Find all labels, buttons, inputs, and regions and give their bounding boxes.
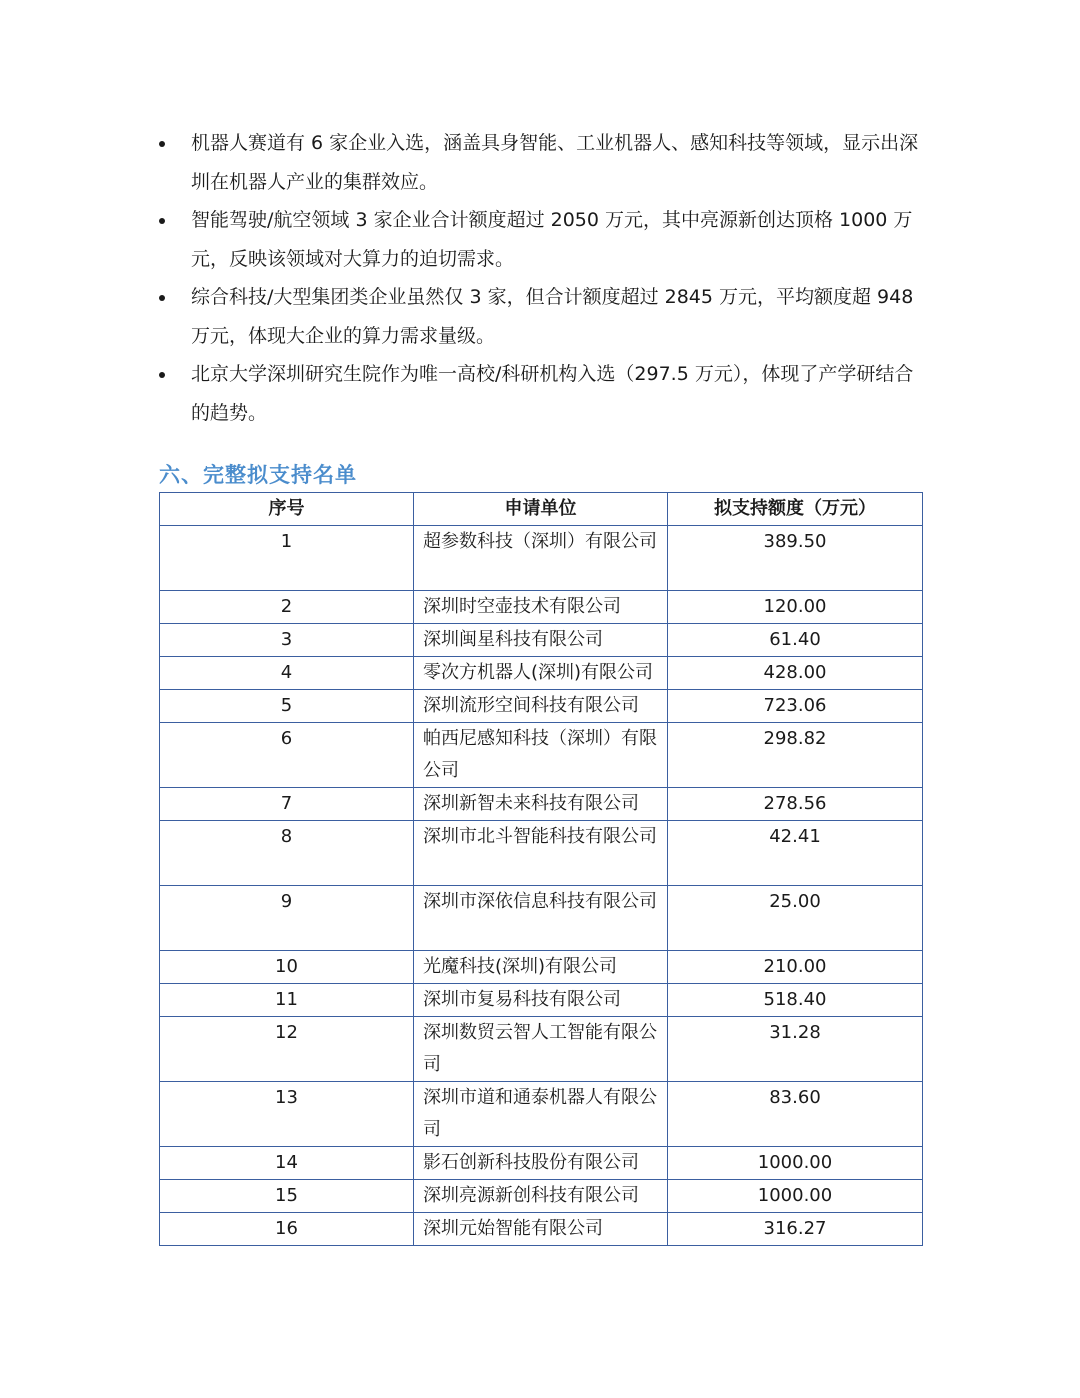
- row-unit: 帕西尼感知科技（深圳）有限公司: [414, 723, 668, 788]
- row-unit: 深圳数贸云智人工智能有限公司: [414, 1017, 668, 1082]
- row-unit: 零次方机器人(深圳)有限公司: [414, 657, 668, 690]
- row-amount: 25.00: [668, 886, 923, 951]
- row-amount: 723.06: [668, 690, 923, 723]
- row-index: 1: [160, 526, 414, 591]
- row-index: 11: [160, 984, 414, 1017]
- table-header-row: [160, 493, 923, 526]
- row-amount: 518.40: [668, 984, 923, 1017]
- header-index: 序号: [160, 493, 414, 526]
- bullet-dot-icon: [159, 218, 165, 224]
- table-row: [160, 591, 923, 624]
- row-amount: 120.00: [668, 591, 923, 624]
- row-unit: 深圳元始智能有限公司: [414, 1213, 668, 1246]
- bullet-dot-icon: [159, 141, 165, 147]
- row-amount: 31.28: [668, 1017, 923, 1082]
- row-amount: 298.82: [668, 723, 923, 788]
- row-unit: 深圳闽星科技有限公司: [414, 624, 668, 657]
- row-unit: 深圳亮源新创科技有限公司: [414, 1180, 668, 1213]
- row-amount: 83.60: [668, 1082, 923, 1147]
- row-amount: 1000.00: [668, 1147, 923, 1180]
- bullet-text: 机器人赛道有 6 家企业入选，涵盖具身智能、工业机器人、感知科技等领域，显示出深圳在机器人产业的集群效应。: [191, 132, 919, 193]
- row-unit: 光魔科技(深圳)有限公司: [414, 951, 668, 984]
- bullet-dot-icon: [159, 372, 165, 378]
- bullet-dot-icon: [159, 295, 165, 301]
- row-index: 8: [160, 821, 414, 886]
- row-unit: 深圳新智未来科技有限公司: [414, 788, 668, 821]
- bullet-list: [159, 124, 921, 432]
- table-row: [160, 1180, 923, 1213]
- header-amount: 拟支持额度（万元）: [668, 493, 923, 526]
- row-amount: 61.40: [668, 624, 923, 657]
- row-index: 15: [160, 1180, 414, 1213]
- bullet-item: [159, 124, 921, 201]
- bullet-text: 综合科技/大型集团类企业虽然仅 3 家，但合计额度超过 2845 万元，平均额度超 948 万元，体现大企业的算力需求量级。: [191, 286, 914, 347]
- row-unit: 深圳时空壶技术有限公司: [414, 591, 668, 624]
- row-unit: 深圳市北斗智能科技有限公司: [414, 821, 668, 886]
- table-row: [160, 984, 923, 1017]
- row-index: 5: [160, 690, 414, 723]
- bullet-text: 北京大学深圳研究生院作为唯一高校/科研机构入选（297.5 万元），体现了产学研结合的趋势。: [191, 363, 914, 424]
- table-row: [160, 821, 923, 886]
- table-row: [160, 951, 923, 984]
- row-index: 12: [160, 1017, 414, 1082]
- row-amount: 42.41: [668, 821, 923, 886]
- table-row: [160, 624, 923, 657]
- bullet-item: [159, 201, 921, 278]
- table-row: [160, 1082, 923, 1147]
- table-row: [160, 1017, 923, 1082]
- table-row: [160, 886, 923, 951]
- row-index: 4: [160, 657, 414, 690]
- row-index: 3: [160, 624, 414, 657]
- row-index: 13: [160, 1082, 414, 1147]
- bullet-item: [159, 355, 921, 432]
- table-row: [160, 788, 923, 821]
- header-unit: 申请单位: [414, 493, 668, 526]
- row-unit: 深圳流形空间科技有限公司: [414, 690, 668, 723]
- table-row: [160, 690, 923, 723]
- row-amount: 428.00: [668, 657, 923, 690]
- row-amount: 316.27: [668, 1213, 923, 1246]
- table-row: [160, 723, 923, 788]
- table-row: [160, 1147, 923, 1180]
- row-index: 16: [160, 1213, 414, 1246]
- document-body: [159, 124, 921, 1246]
- row-index: 2: [160, 591, 414, 624]
- row-amount: 389.50: [668, 526, 923, 591]
- row-unit: 深圳市复易科技有限公司: [414, 984, 668, 1017]
- row-index: 6: [160, 723, 414, 788]
- row-amount: 1000.00: [668, 1180, 923, 1213]
- bullet-text: 智能驾驶/航空领域 3 家企业合计额度超过 2050 万元，其中亮源新创达顶格 1000 万元，反映该领域对大算力的迫切需求。: [191, 209, 913, 270]
- table-row: [160, 526, 923, 591]
- row-unit: 深圳市道和通泰机器人有限公司: [414, 1082, 668, 1147]
- bullet-item: [159, 278, 921, 355]
- row-unit: 影石创新科技股份有限公司: [414, 1147, 668, 1180]
- row-amount: 278.56: [668, 788, 923, 821]
- table-row: [160, 657, 923, 690]
- row-unit: 超参数科技（深圳）有限公司: [414, 526, 668, 591]
- row-unit: 深圳市深依信息科技有限公司: [414, 886, 668, 951]
- section-title: 六、完整拟支持名单: [159, 463, 357, 487]
- table-row: [160, 1213, 923, 1246]
- row-index: 10: [160, 951, 414, 984]
- table-body: [160, 526, 923, 1246]
- row-index: 7: [160, 788, 414, 821]
- row-index: 9: [160, 886, 414, 951]
- row-index: 14: [160, 1147, 414, 1180]
- row-amount: 210.00: [668, 951, 923, 984]
- support-list-table: [159, 492, 923, 1246]
